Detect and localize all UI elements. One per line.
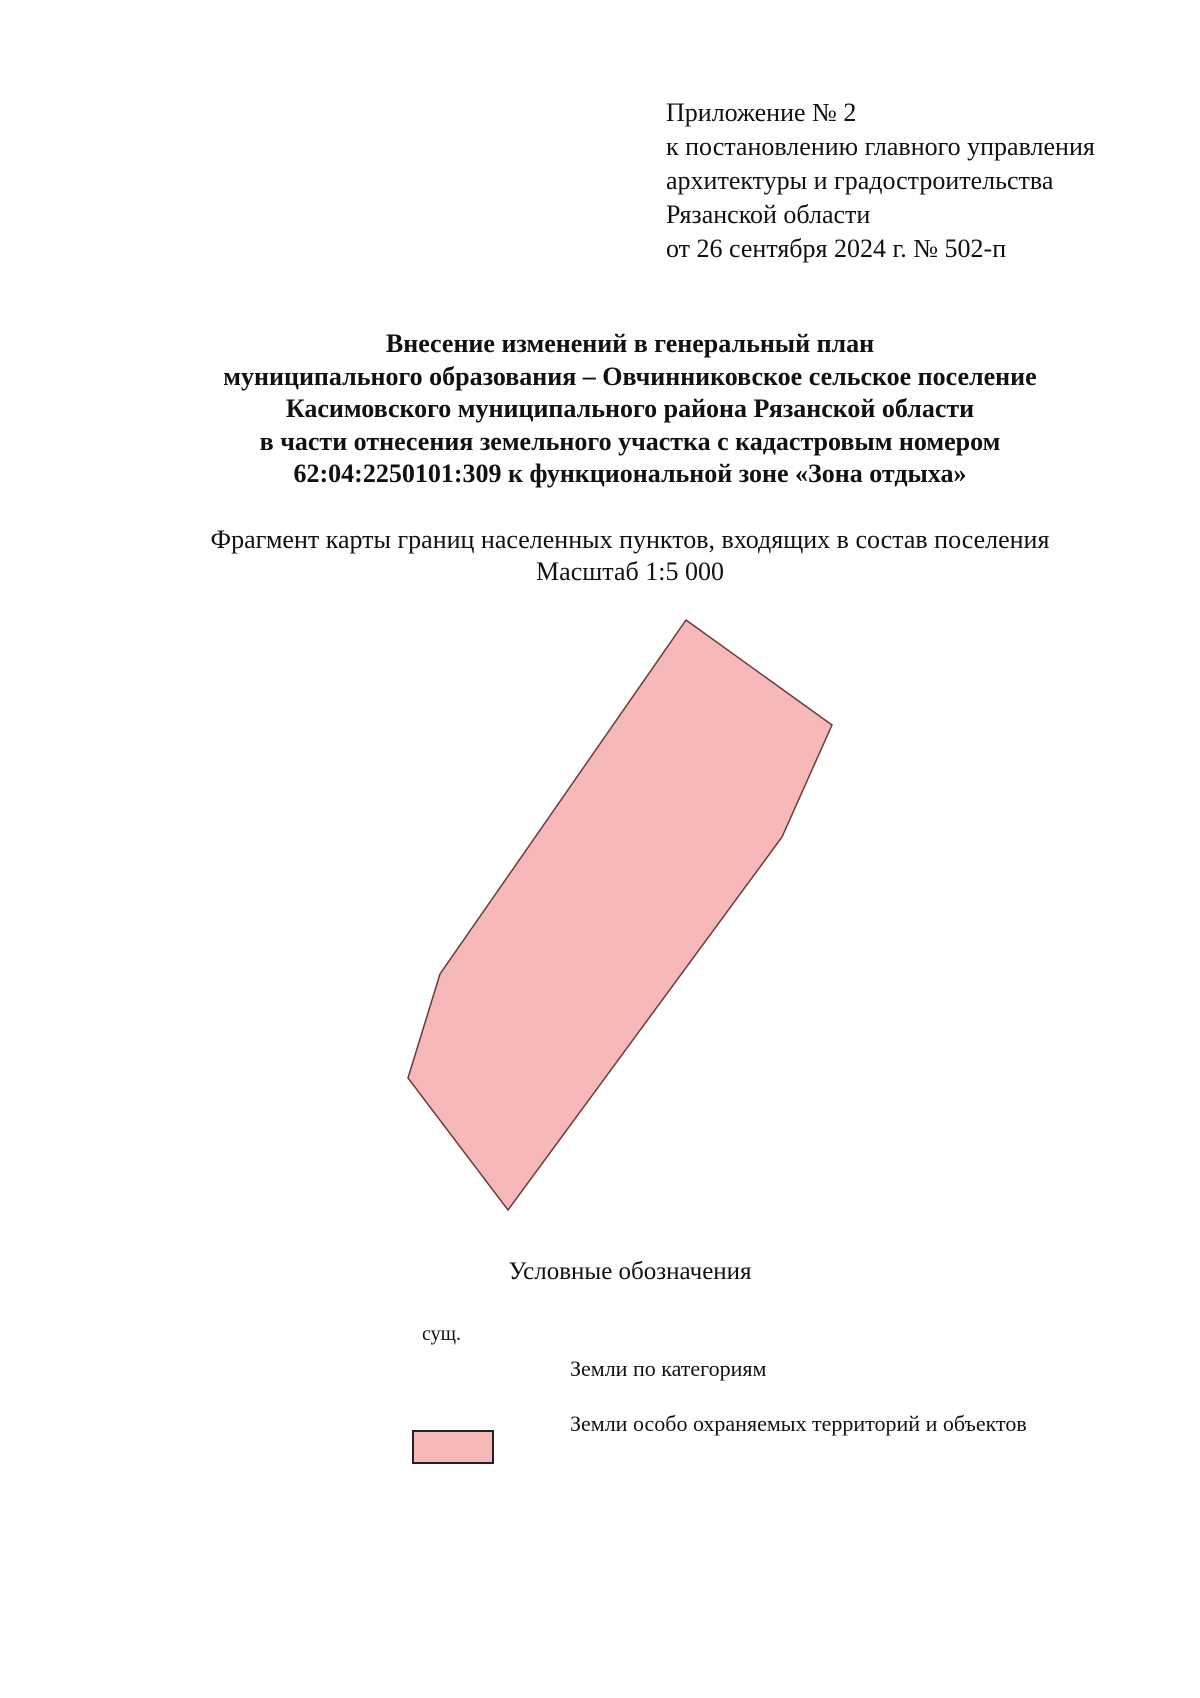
legend-item-label: Земли особо охраняемых территорий и объектов [570,1411,1027,1436]
appendix-header [666,96,1186,266]
map-fragment [400,610,860,1220]
legend-status-label: сущ. [422,1323,462,1345]
title-line-3: Касимовского муниципального района Рязанской области [285,394,975,423]
map-scale: Масштаб 1:5 000 [536,557,724,586]
legend-title: Условные обозначения [508,1258,752,1285]
legend-category-heading: Земли по категориям [570,1356,767,1381]
document-title [0,328,1200,491]
map-caption-text: Фрагмент карты границ населенных пунктов, входящих в состав поселения [210,525,1050,554]
map-caption [0,524,1200,588]
land-parcel-polygon [408,620,832,1210]
title-line-4: в части отнесения земельного участка с кадастровым номером [259,426,1001,456]
appendix-number: Приложение № 2 [666,98,857,127]
appendix-authority-line: архитектуры и градостроительства [666,166,1054,195]
title-line-5: 62:04:2250101:309 к функциональной зоне «Зона отдыха» [293,459,967,488]
legend-color-swatch [412,1430,494,1464]
appendix-resolution-line: к постановлению главного управления [666,132,1095,161]
title-line-2: муниципального образования – Овчинниковское сельское поселение [223,361,1037,391]
title-line-1: Внесение изменений в генеральный план [385,329,875,358]
appendix-region-line: Рязанской области [666,200,871,229]
appendix-date-line: от 26 сентября 2024 г. № 502-п [666,234,1007,263]
